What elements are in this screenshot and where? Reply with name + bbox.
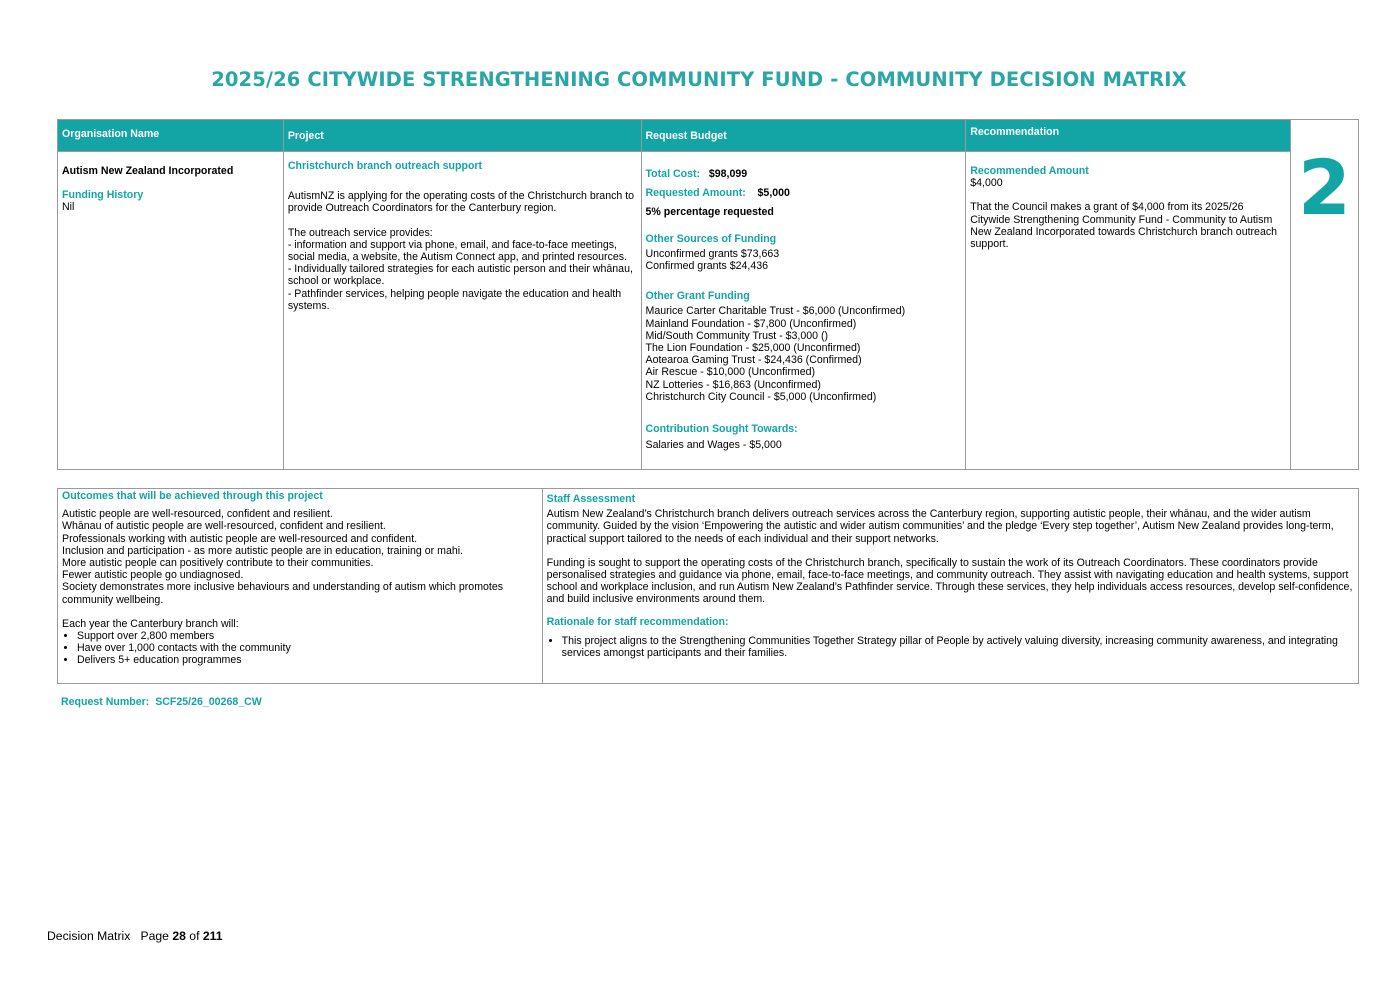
outcome-line: Fewer autistic people go undiagnosed. (62, 569, 244, 582)
project-service-line: - Pathfinder services, helping people navigate the education and health systems. (287, 287, 622, 312)
total-cost-value: $98,099 (708, 168, 748, 180)
project-service-line: - Individually tailored strategies for each autistic person and their whānau, school or workplace. (287, 263, 633, 288)
request-number: Request Number: SCF25/26_00268_CW (61, 696, 262, 708)
header-request-budget: Request Budget (641, 120, 966, 152)
grant-line: NZ Lotteries - $16,863 (Unconfirmed) (645, 378, 821, 391)
project-title: Christchurch branch outreach support (287, 160, 483, 172)
item-number: 2 (1298, 143, 1351, 232)
funding-history-value: Nil (62, 201, 75, 214)
assessment-table (57, 488, 1359, 684)
budget-cell (641, 152, 966, 470)
outcome-line: Autistic people are well-resourced, confident and resilient. (62, 508, 333, 521)
page-title: 2025/26 CITYWIDE STRENGTHENING COMMUNITY FUND - COMMUNITY DECISION MATRIX (211, 68, 1187, 91)
grant-line: Christchurch City Council - $5,000 (Unconfirmed) (645, 390, 877, 403)
header-organisation-name: Organisation Name (58, 120, 284, 152)
staff-assessment-para2: Funding is sought to support the operating costs of the Christchurch branch, specifically to sustain the work of its Outreach Coordinators. These coordinators provide personalised strategies and guidance via phone, email, face-to-face meetings, and community outreach. They assist with navigating education and health systems, support school and workplace inclusion, and run Autism New Zealand’s Pathfinder service. Through these services, they help individuals access resources, develop self-confidence, and build inclusive environments around them. (546, 556, 1353, 606)
outcome-line: Whānau of autistic people are well-resourced, confident and resilient. (62, 520, 386, 533)
project-service-line: - information and support via phone, email, and face-to-face meetings, social media, a website, the Autism Connect app, and printed resources. (287, 238, 628, 264)
request-number-value: SCF25/26_00268_CW (155, 696, 262, 708)
footer-of: of (189, 929, 200, 943)
confirmed-grants: Confirmed grants $24,436 (645, 260, 768, 273)
funding-history-label: Funding History (62, 189, 144, 202)
other-grant-label: Other Grant Funding (645, 290, 750, 303)
list-item: • This project aligns to the Strengthening Communities Together Strategy pillar of People by actively valuing diversity, increasing community awareness, and integrating services amongst participants and their families. (562, 635, 1354, 659)
outcome-line: More autistic people can positively contribute to their communities. (62, 557, 374, 570)
outcome-line: Professionals working with autistic people are well-resourced and confident. (62, 532, 418, 545)
page-footer (47, 929, 223, 943)
rationale-label: Rationale for staff recommendation: (546, 615, 729, 628)
other-sources-label: Other Sources of Funding (645, 232, 777, 245)
staff-assessment-label: Staff Assessment (546, 493, 636, 505)
outcomes-label: Outcomes that will be achieved through this project (62, 490, 323, 502)
rationale-list (547, 635, 1354, 659)
project-description: AutismNZ is applying for the operating costs of the Christchurch branch to provide Outreach Coordinators for the Canterbury region. (287, 190, 635, 215)
recommendation-cell (966, 152, 1291, 470)
project-service-intro: The outreach service provides: (287, 226, 433, 239)
recommendation-text: That the Council makes a grant of $4,000 from its 2025/26 Citywide Strengthening Community Fund - Community to Autism New Zealand Incorporated towards Christchurch branch outreach support. (970, 201, 1278, 251)
item-number-cell (1290, 120, 1358, 470)
requested-amount-label: Requested Amount: (645, 187, 746, 200)
recommended-amount-label: Recommended Amount (970, 165, 1089, 177)
project-cell (283, 152, 641, 470)
unconfirmed-grants: Unconfirmed grants $73,663 (645, 247, 780, 260)
staff-assessment-cell (542, 489, 1358, 684)
outcome-line: Society demonstrates more inclusive behaviours and understanding of autism which promotes community wellbeing. (62, 581, 504, 606)
organisation-cell (58, 152, 284, 470)
footer-page-total: 211 (202, 929, 223, 943)
total-cost-label: Total Cost: (645, 168, 701, 180)
grant-line: Aotearoa Gaming Trust - $24,436 (Confirmed) (645, 354, 862, 367)
grant-line: Mainland Foundation - $7,800 (Unconfirmed) (645, 317, 857, 330)
grant-line: The Lion Foundation - $25,000 (Unconfirmed) (645, 342, 861, 355)
outcomes-cell (58, 489, 543, 684)
contribution-value: Salaries and Wages - $5,000 (645, 439, 782, 452)
recommended-amount-value: $4,000 (970, 177, 1003, 190)
footer-label: Decision Matrix (47, 929, 131, 943)
organisation-name: Autism New Zealand Incorporated (62, 165, 234, 177)
list-item: • Delivers 5+ education programmes (77, 654, 538, 666)
each-year-list (62, 630, 538, 667)
staff-assessment-para1: Autism New Zealand’s Christchurch branch delivers outreach services across the Canterbury region, supporting autistic people, their whānau, and the wider autism community. Guided by the vision ‘Empowering the autistic and wider autism communities’ and the pledge ‘Every step together’, Autism New Zealand provides long-term, practical support tailored to the needs of each individual and their support networks. (546, 508, 1334, 545)
header-recommendation: Recommendation (966, 120, 1291, 152)
each-year-intro: Each year the Canterbury branch will: (62, 617, 239, 630)
footer-page-number: 28 (172, 929, 186, 943)
grant-line: Mid/South Community Trust - $3,000 () (645, 329, 829, 342)
decision-table (57, 119, 1359, 470)
list-item: • Support over 2,800 members (77, 630, 538, 642)
footer-page-word: Page (140, 929, 169, 943)
grant-line: Air Rescue - $10,000 (Unconfirmed) (645, 366, 816, 379)
list-item: • Have over 1,000 contacts with the community (77, 642, 538, 654)
header-project: Project (283, 120, 641, 152)
percentage-requested: 5% percentage requested (645, 206, 774, 219)
contribution-label: Contribution Sought Towards: (645, 423, 798, 436)
requested-amount-value: $5,000 (757, 187, 790, 200)
grant-line: Maurice Carter Charitable Trust - $6,000 (Unconfirmed) (645, 305, 906, 318)
outcome-line: Inclusion and participation - as more autistic people are in education, training or mahi. (62, 544, 464, 557)
